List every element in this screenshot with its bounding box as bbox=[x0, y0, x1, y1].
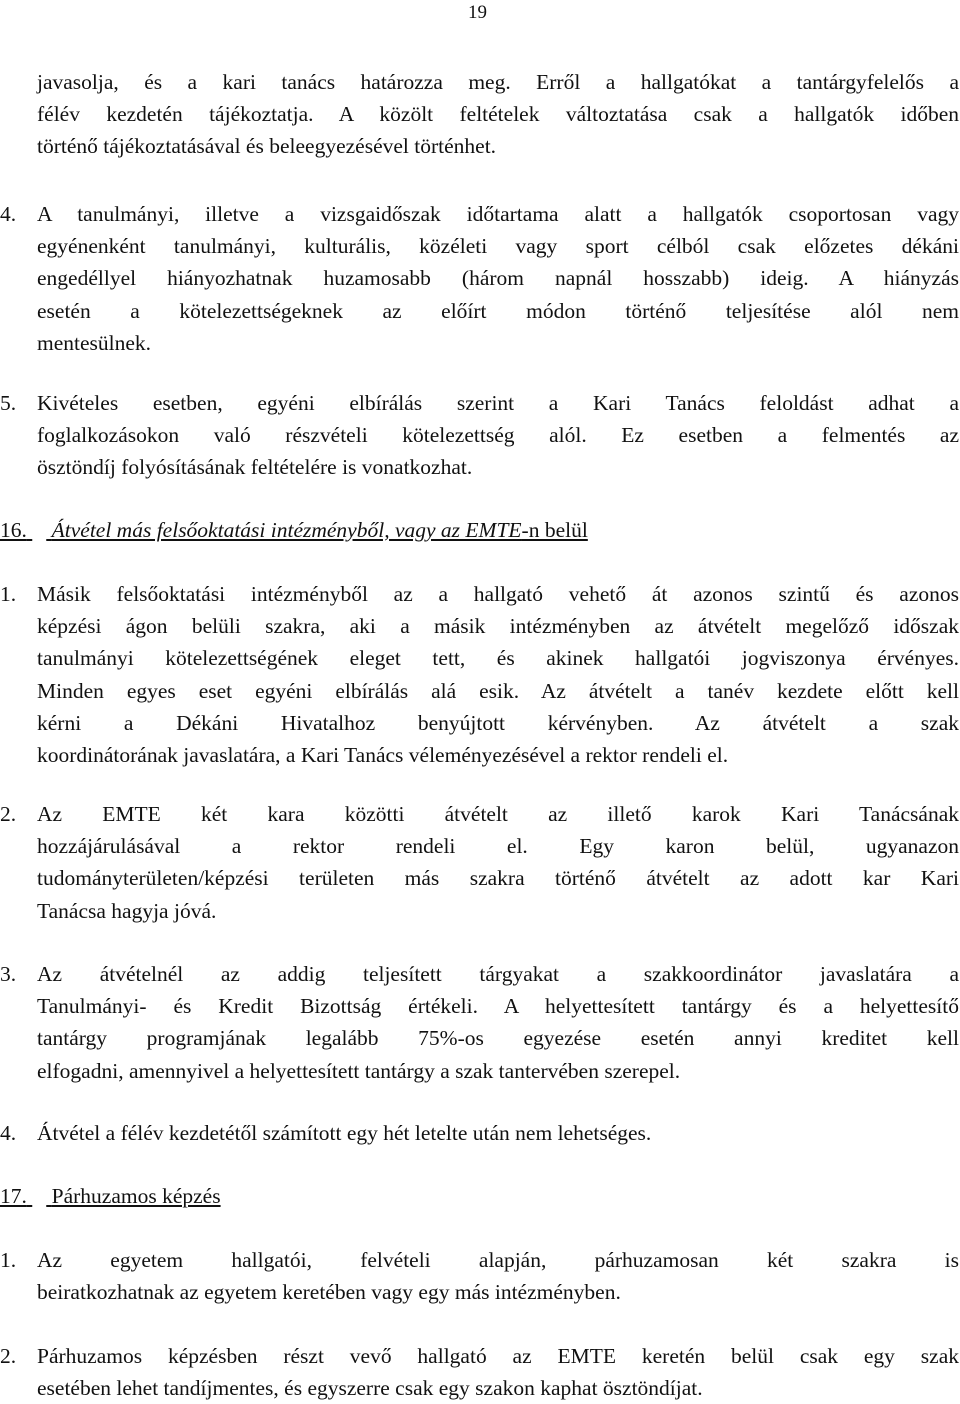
text-line: ösztöndíj folyósításának feltételére is vonatkozhat. bbox=[37, 455, 473, 480]
section-title: Párhuzamos képzés bbox=[51, 1184, 221, 1208]
page-number: 19 bbox=[468, 2, 487, 23]
text-line: 3. Az átvételnél az addig teljesített tárgyakat a szakkoordinátor javaslatára a bbox=[37, 958, 959, 990]
text-line: esetében lehet tandíjmentes, és egyszerre csak egy szakon kaphat ösztöndíjat. bbox=[37, 1376, 703, 1401]
text-line: 4. Átvétel a félév kezdetétől számított egy hét letelte után nem lehetséges. bbox=[37, 1117, 959, 1149]
text-line: tanulmányi kötelezettségének eleget tett, és akinek hallgatói jogviszonya érvényes. bbox=[37, 646, 959, 671]
text-line: 2. Az EMTE két kara közötti átvételt az illető karok Kari Tanácsának bbox=[37, 798, 959, 830]
text-line: Tanulmányi- és Kredit Bizottság értékeli. A helyettesített tantárgy és a helyettesítő bbox=[37, 994, 959, 1019]
section-16-item-3 bbox=[0, 958, 959, 1087]
text-line: mentesülnek. bbox=[37, 330, 152, 355]
text-line: 1. Másik felsőoktatási intézményből az a hallgató vehető át azonos szintű és azonos bbox=[37, 578, 959, 610]
text-line: hozzájárulásával a rektor rendeli el. Egy karon belül, ugyanazon bbox=[37, 834, 959, 859]
section-16-item-1 bbox=[0, 578, 959, 771]
text-line: 4. A tanulmányi, illetve a vizsgaidőszak időtartama alatt a hallgatók csoportosan vagy bbox=[37, 198, 959, 230]
text-line: 5. Kivételes esetben, egyéni elbírálás szerint a Kari Tanács feloldást adhat a bbox=[37, 387, 959, 419]
text-line: félév kezdetén tájékoztatja. A közölt feltételek változtatása csak a hallgatók időben bbox=[37, 102, 959, 127]
text-line: képzési ágon belüli szakra, aki a másik intézményben az átvételt megelőző időszak bbox=[37, 614, 959, 639]
intro-paragraph bbox=[37, 66, 959, 163]
item-number: 4. bbox=[0, 202, 17, 226]
text-line: történő tájékoztatásával és beleegyezésével történhet. bbox=[37, 134, 497, 159]
section-16-item-2 bbox=[0, 798, 959, 927]
paragraph-4 bbox=[0, 198, 959, 359]
text-line: 1. Az egyetem hallgatói, felvételi alapján, párhuzamosan két szakra is bbox=[37, 1244, 959, 1276]
text-line: foglalkozásokon való részvételi kötelezettség alól. Ez esetben a felmentés az bbox=[37, 423, 959, 448]
text-line: elfogadni, amennyivel a helyettesített tantárgy a szak tantervében szerepel. bbox=[37, 1058, 681, 1083]
section-17-item-1 bbox=[0, 1244, 959, 1308]
section-16-heading bbox=[0, 514, 588, 546]
text-line: tantárgy programjának legalább 75%-os egyezése esetén annyi kreditet kell bbox=[37, 1026, 959, 1051]
section-16-item-4 bbox=[0, 1117, 959, 1149]
section-17-item-2 bbox=[0, 1340, 959, 1404]
section-title: Átvétel más felsőoktatási intézményből, vagy az EMTE bbox=[51, 518, 522, 542]
text-line: javasolja, és a kari tanács határozza meg. Erről a hallgatókat a tantárgyfelelős a bbox=[37, 70, 959, 94]
text-line: esetén a kötelezettségeknek az előírt módon történő teljesítése alól nem bbox=[37, 298, 959, 323]
section-17-heading bbox=[0, 1180, 221, 1212]
section-title-suffix: -n belül bbox=[521, 518, 588, 542]
item-number: 2. bbox=[0, 1344, 17, 1368]
text-line: beiratkozhatnak az egyetem keretében vagy egy más intézményben. bbox=[37, 1280, 621, 1305]
section-number: 16. bbox=[0, 518, 27, 542]
text-line: Tanácsa hagyja jóvá. bbox=[37, 898, 217, 923]
paragraph-5 bbox=[0, 387, 959, 484]
text-line: egyénenként tanulmányi, kulturális, közéleti vagy sport célból csak előzetes dékáni bbox=[37, 234, 959, 259]
item-number: 1. bbox=[0, 1248, 17, 1272]
text-line: koordinátorának javaslatára, a Kari Tanács véleményezésével a rektor rendeli el. bbox=[37, 743, 729, 768]
item-number: 4. bbox=[0, 1121, 17, 1145]
section-number: 17. bbox=[0, 1184, 27, 1208]
item-number: 2. bbox=[0, 802, 17, 826]
text-line: tudományterületen/képzési területen más szakra történő átvételt az adott kar Kari bbox=[37, 866, 959, 891]
text-line: Minden egyes eset egyéni elbírálás alá esik. Az átvételt a tanév kezdete előtt kell bbox=[37, 678, 959, 703]
item-number: 3. bbox=[0, 962, 17, 986]
item-number: 1. bbox=[0, 582, 17, 606]
text-line: 2. Párhuzamos képzésben részt vevő hallgató az EMTE keretén belül csak egy szak bbox=[37, 1340, 959, 1372]
text-line: kérni a Dékáni Hivatalhoz benyújtott kérvényben. Az átvételt a szak bbox=[37, 710, 959, 735]
text-line: engedéllyel hiányozhatnak huzamosabb (három napnál hosszabb) ideig. A hiányzás bbox=[37, 266, 959, 291]
item-number: 5. bbox=[0, 391, 17, 415]
